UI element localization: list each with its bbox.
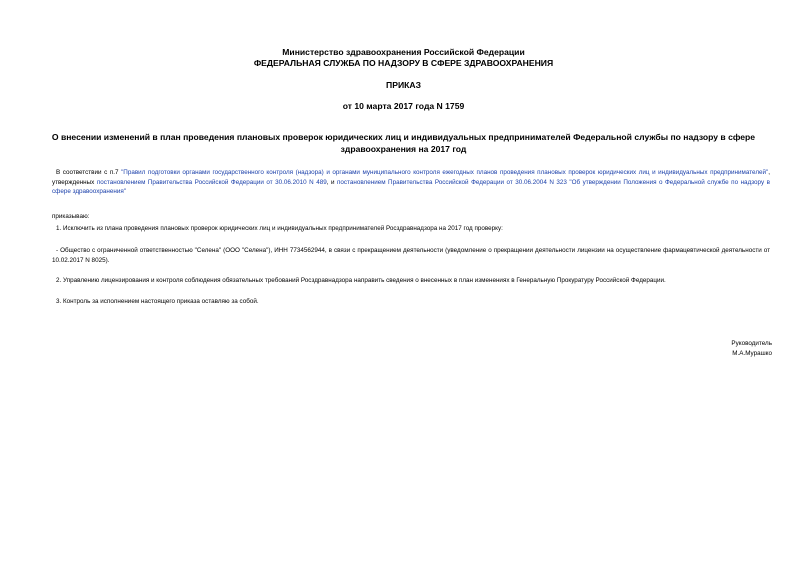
document-type: ПРИКАЗ [386,80,421,90]
order-item-1: 1. Исключить из плана проведения плановых проверок юридических лиц и индивидуальных предпринимателей Росздравнадзора на 2017 год проверку: [56,225,503,232]
rules-link[interactable]: "Правил подготовки органами государственного контроля (надзора) и органами муниципального контроля ежегодных планов проведения плановых проверок юридических лиц и индивидуальных предпринимателей" [121,169,769,176]
signatory-role: Руководитель [731,340,772,347]
order-item-2: 2. Управлению лицензирования и контроля соблюдения обязательных требований Росздравнадзора направить сведения о внесенных в план изменениях в Генеральную Прокуратуру Российской Федерации. [56,277,666,284]
resolution-323-link[interactable]: постановлением Правительства Российской Федерации от 30.06.2004 N 323 "Об утверждении Положения о Федеральной службе по надзору в сфере здравоохранения" [52,178,770,195]
signatory-name: М.А.Мурашко [732,350,772,357]
intro-text-2: , утвержденных [52,169,770,186]
intro-paragraph [52,168,770,197]
order-word: приказываю: [52,213,90,220]
order-item-3: 3. Контроль за исполнением настоящего приказа оставляю за собой. [56,298,259,305]
intro-text-1: В соответствии с п.7 [56,169,122,176]
resolution-489-link[interactable]: постановлением Правительства Российской Федерации от 30.06.2010 N 489 [96,178,327,186]
order-item-1-subitem: - Общество с ограниченной ответственностью "Селена" (ООО "Селена"), ИНН 7734562944, в связи с прекращением деятельности (уведомление о прекращении деятельности лицензии на осуществление фармацевтической деятельности от 10.02.2017 N 8025). [52,247,770,264]
intro-text-3: , и [326,178,337,186]
ministry-name: Министерство здравоохранения Российской Федерации [282,47,525,57]
document-date-number: от 10 марта 2017 года N 1759 [342,101,465,111]
service-name: ФЕДЕРАЛЬНАЯ СЛУЖБА ПО НАДЗОРУ В СФЕРЕ ЗДРАВООХРАНЕНИЯ [253,58,554,68]
document-title: О внесении изменений в план проведения плановых проверок юридических лиц и индивидуальных предпринимателей Федеральной службы по надзору в сфере здравоохранения на 2017 год [51,132,756,154]
